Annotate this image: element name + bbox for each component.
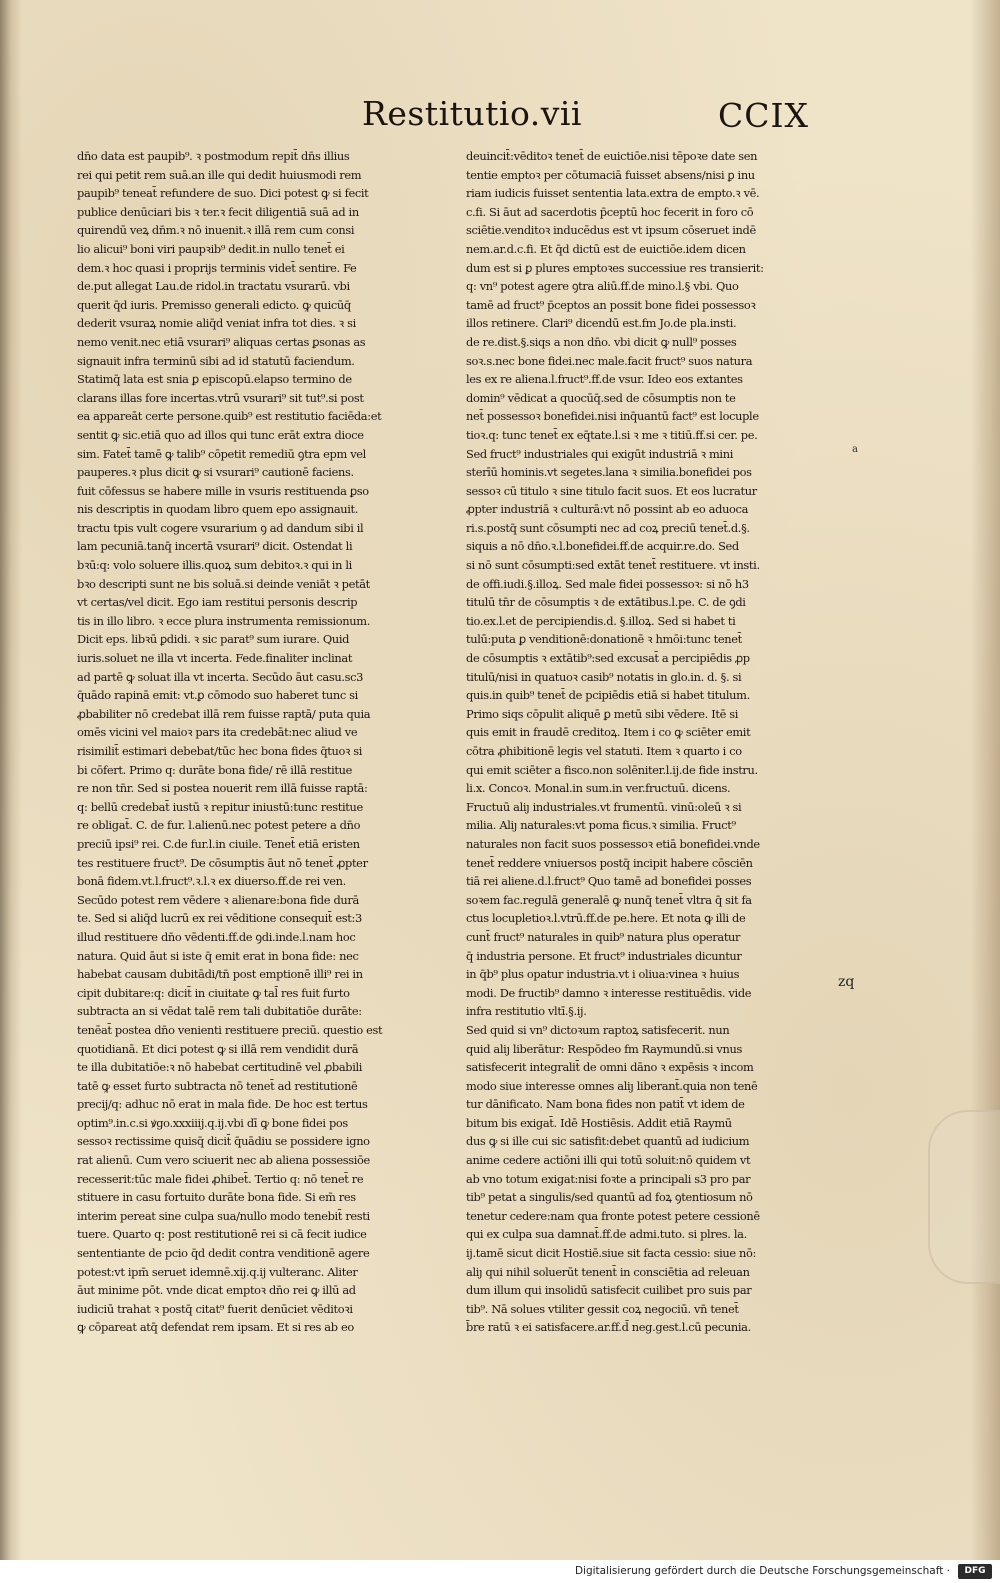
left-column-line: querit q̄d iuris. Premisso generali edicto. ꝙ quicūq̄ <box>77 297 351 312</box>
left-column-line: ea appareāt certe persone.quib⁹ est restitutio faciēda:et <box>77 409 382 424</box>
left-column-line: nemo venit.nec etiā vsurari⁹ aliquas certas ꝑsonas as <box>77 334 366 349</box>
left-column-line: te. Sed si aliq̄d lucrū ex rei vēditione consequit̄ est:3 <box>77 911 362 926</box>
right-column-line: bitum bis exigat̄. Idē Hostiēsis. Addit etiā Raymū <box>466 1115 732 1130</box>
gutter-shadow <box>0 0 22 1560</box>
marginal-mark: a <box>852 444 858 455</box>
left-column-line: sessoꝛ rectissime quisq̄ dicit̄ q̄uādiu se possidere igno <box>77 1134 370 1149</box>
right-column-line: de cōsumptis ꝛ extātib⁹:sed excusat̄ a percipiēdis ꝓp <box>466 651 750 666</box>
left-column-line: risimilit̄ estimari debebat/tūc hec bona fides q̄tuoꝛ si <box>77 744 363 758</box>
right-column-line: cōtra ꝓhibitionē legis vel statuti. Item ꝛ quarto i co <box>466 744 742 758</box>
left-column-line: clarans illas fore incertas.vtrū vsurari⁹ sit tut⁹.si post <box>77 390 364 405</box>
left-column-line: āut minime pōt. vnde dicat emptoꝛ dn̄o rei ꝙ illū ad <box>77 1283 356 1298</box>
right-column-line: aliȷ qui nihil soluerūt tenent̄ in consciētia ad releuan <box>466 1264 750 1279</box>
right-column-line: illos retinere. Clari⁹ dicendū est.fm Jo.de pla.insti. <box>466 316 737 331</box>
left-column-line: rat alienū. Cum vero sciuerit nec ab aliena possessiōe <box>77 1153 370 1168</box>
right-column-line: riam iudicis fuisset sententia lata.extra de empto.ꝛ vē. <box>466 186 760 201</box>
left-column-line: bonā fidem.vt.l.fruct⁹.ꝛ.l.ꝛ ex diuerso.ff.de rei ven. <box>77 874 346 889</box>
right-column-line: soꝛem fac.regulā generalē ꝙ nunq̄ tenet̄ vltra q̄ sit fa <box>466 892 752 907</box>
left-column-line: quirendū veꝝ dn̄m.ꝛ nō inuenit.ꝛ illā rem cum consi <box>77 223 355 238</box>
left-column-line: paupib⁹ teneat̄ refundere de suo. Dici potest ꝙ si fecit <box>77 186 369 201</box>
right-column-line: tenet̄ reddere vniuersos postq̄ incipit habere cōsciēn <box>466 855 753 870</box>
funding-credit: Digitalisierung gefördert durch die Deutsche Forschungsgemeinschaft · <box>574 1565 950 1577</box>
left-column-line: pauperes.ꝛ plus dicit ꝙ si vsurari⁹ cautionē faciens. <box>77 465 354 480</box>
left-column-line: q: bellū credebat̄ iustū ꝛ repitur iniustū:tunc restitue <box>77 799 363 814</box>
right-column-line: naturales non facit suos possessoꝛ etiā bonefidei.vnde <box>466 836 760 851</box>
left-column-line: ad partē ꝙ soluat illa vt incerta. Secūdo āut casu.sc3 <box>77 669 364 684</box>
left-column-line: tis in illo libro. ꝛ ecce plura instrumenta remissionum. <box>77 613 370 628</box>
left-column-line: tatē ꝙ esset furto subtracta nō tenet̄ ad restitutionē <box>77 1078 358 1093</box>
right-column-line: quid aliȷ liberātur: Respōdeo fm Raymundū.si vnus <box>466 1041 742 1056</box>
left-column-line: habebat causam dubitādi/tn̄ post emptionē illi⁹ rei in <box>77 967 363 982</box>
left-column-line: natura. Quid āut si iste q̄ emit erat in bona fide: nec <box>77 948 359 963</box>
right-column-line: de offi.iudi.§.illoꝝ. Sed male fidei possessoꝛ: si nō h3 <box>466 576 749 591</box>
left-column-line: bi cōfert. Primo q: durāte bona fide/ rē illā restitue <box>77 762 352 777</box>
left-column-line: q̄uādo rapinā emit: vt.ꝑ cōmodo suo haberet tunc si <box>77 688 358 703</box>
right-column-line: tenetur cedere:nam qua fronte potest petere cessionē <box>466 1208 760 1223</box>
right-column-line: in q̄b⁹ plus opatur industria.vt i oliua:vinea ꝛ huius <box>466 967 740 982</box>
left-column-line: sim. Fatet̄ tamē ꝙ talib⁹ cōpetit remediū ꝯtra epm vel <box>77 446 366 461</box>
right-column-line: ri.s.postq̄ sunt cōsumpti nec ad coꝝ preciū tenet̄.d.§. <box>466 520 750 535</box>
left-column-line: Statimq̄ lata est snia ꝑ episcopū.elapso termino de <box>77 372 352 387</box>
right-column-line: modo siue interesse omnes aliȷ liberant̄.quia non tenē <box>466 1078 758 1093</box>
left-column-line: bꝛo descripti sunt ne bis soluā.si deinde veniāt ꝛ petāt <box>77 576 370 591</box>
right-column-line: dum illum qui insolidū satisfecit cuilibet pro suis par <box>466 1283 752 1298</box>
right-column-line: ctus locupletioꝛ.l.vtrū.ff.de pe.here. Et nota ꝙ illi de <box>466 911 746 926</box>
left-column-line: ꝓbabiliter nō credebat illā rem fuisse raptā/ puta quia <box>77 706 371 721</box>
right-column-line: net̄ possessoꝛ bonefidei.nisi inq̄uantū fact⁹ est locuple <box>466 409 759 424</box>
right-column-line: q: vn⁹ potest agere ꝯtra aliū.ff.de mino.l.§ vbi. Quo <box>466 279 739 294</box>
right-column-line: li.x. Concoꝛ. Monal.in sum.in ver.fructuū. dicens. <box>466 781 731 796</box>
folio-number: CCIX <box>718 96 810 135</box>
left-column-line: lio alicui⁹ boni viri paupꝛib⁹ dedit.in nullo tenet̄ ei <box>77 241 345 256</box>
running-title: Restitutio.vii <box>362 94 582 133</box>
left-text-column <box>77 147 441 1335</box>
right-column-line: quis.in quib⁹ tenet̄ de pcipiēdis etiā si habet titulum. <box>466 688 750 703</box>
left-column-line: quotidianā. Et dici potest ꝙ si illā rem vendidit durā <box>77 1041 359 1056</box>
right-column-line: domin⁹ vēdicat a quocūq̄.sed de cōsumptis non te <box>466 390 736 405</box>
right-column-line: tiā rei aliene.d.l.fruct⁹ Quo tamē ad bonefidei posses <box>466 874 752 889</box>
left-column-line: de.put allegat Lau.de ridol.in tractatu vsurarū. vbi <box>77 279 350 294</box>
right-text-column <box>466 147 830 1335</box>
right-column-line: ij.tamē sicut dicit Hostiē.siue sit facta cessio: siue nō: <box>466 1246 757 1261</box>
left-column-line: rei qui petit rem suā.an ille qui dedit huiusmodi rem <box>77 167 362 182</box>
right-column-line: b̄re ratū ꝛ ei satisfacere.ar.ff.d̄ neg.gest.l.cū pecunia. <box>466 1320 751 1335</box>
left-column-line: preciū ipsi⁹ rei. C.de fur.l.in ciuile. Tenet̄ etiā eristen <box>77 836 360 851</box>
left-column-line: lam pecuniā.tanq̄ incertā vsurari⁹ dicit. Ostendat li <box>77 539 353 554</box>
left-column-line: tes restituere fruct⁹. De cōsumptis āut nō tenet̄ ꝓpter <box>77 855 368 870</box>
left-column-line: bꝛū:q: volo soluere illis.quoꝝ sum debitoꝛ.ꝛ qui in li <box>77 558 352 573</box>
left-column-line: omēs vicini vel maioꝛ pars ita credebāt:nec aliud ve <box>77 725 358 740</box>
right-column-line: quis emit in fraudē creditoꝝ. Item i co ꝙ sciēter emit <box>466 725 751 740</box>
left-column-line: recesserit:tūc male fidei ꝓhibet̄. Tertio q: nō tenet̄ re <box>77 1171 364 1186</box>
marginal-note: zq <box>838 974 855 990</box>
left-column-line: tenēat̄ postea dn̄o venienti restituere preciū. questio est <box>77 1022 383 1037</box>
left-column-line: stituere in casu fortuito durāte bona fide. Si em̄ res <box>77 1190 356 1205</box>
right-column-line: titulū tn̄r de cōsumptis ꝛ de extātibus.l.pe. C. de ꝯdi <box>466 595 746 610</box>
binding-strap <box>928 1110 1000 1284</box>
left-column-line: iuris.soluet ne illa vt incerta. Fede.finaliter inclinat <box>77 651 353 666</box>
right-column-line: si nō sunt cōsumpti:sed extāt tenet̄ restituere. vt insti. <box>466 558 760 573</box>
right-column-line: milia. Aliȷ naturales:vt poma ficus.ꝛ similia. Fruct⁹ <box>466 818 736 833</box>
left-column-line: potest:vt ipm̄ seruet idemnē.xij.q.ij vulteranc. Aliter <box>77 1264 358 1279</box>
right-column-line: infra restitutio vltī.§.ij. <box>466 1004 587 1019</box>
right-column-line: dum est si ꝑ plures emptoꝛes successiue res transierit: <box>466 260 764 275</box>
right-column-line: c.fi. Si āut ad sacerdotis p̄ceptū hoc fecerit in foro cō <box>466 204 754 219</box>
right-column-line: cunt̄ fruct⁹ naturales in quib⁹ natura plus operatur <box>466 929 741 944</box>
right-column-line: Sed fruct⁹ industriales qui exigūt industriā ꝛ mini <box>466 446 734 461</box>
right-column-line: satisfecerit integralit̄ de omni dāno ꝛ expēsis ꝛ incom <box>466 1060 754 1075</box>
left-column-line: re non tn̄r. Sed si postea nouerit rem illā fuisse raptā: <box>77 781 368 796</box>
left-column-line: sententiante de pcio q̄d dedit contra venditionē agere <box>77 1246 370 1261</box>
left-column-line: tuere. Quarto q: post restitutionē rei si cā fecit iudice <box>77 1227 367 1242</box>
left-column-line: fuit cōfessus se habere mille in vsuris restituenda ꝑso <box>77 483 369 498</box>
right-column-line: de re.dist.§.siqs a non dn̄o. vbi dicit ꝙ null⁹ posses <box>466 334 737 349</box>
right-column-line: sessoꝛ cū titulo ꝛ sine titulo facit suos. Et eos lucratur <box>466 483 757 498</box>
right-column-line: tulū:puta ꝑ venditionē:donationē ꝛ hmōi:tunc tenet̄ <box>466 632 742 647</box>
right-column-line: Fructuū aliȷ industriales.vt frumentū. vinū:oleū ꝛ si <box>466 799 742 814</box>
page-edge-shadow <box>970 0 1000 1560</box>
left-column-line: Secūdo potest rem vēdere ꝛ alienare:bona fide durā <box>77 892 359 907</box>
left-column-line: subtracta an si vēdat talē rem tali dubitatiōe durāte: <box>77 1004 362 1019</box>
left-column-line: te illa dubitatiōe:ꝛ nō habebat certitudinē vel ꝓbabili <box>77 1060 363 1075</box>
left-column-line: interim pereat sine culpa sua/nullo modo tenebit̄ resti <box>77 1208 370 1223</box>
left-column-line: optim⁹.in.c.si ꝟgo.xxxiiij.q.ij.vbi dī ꝙ bone fidei pos <box>77 1115 348 1130</box>
left-column-line: publice denūciari bis ꝛ ter.ꝛ fecit diligentiā suā ad in <box>77 204 359 219</box>
right-column-line: tioꝛ.q: tunc tenet̄ ex eq̄tate.l.si ꝛ me ꝛ titiū.ff.si cer. pe. <box>466 427 758 442</box>
left-column-line: nis descriptis in quodam libro quem epo assignauit. <box>77 502 359 517</box>
left-column-line: signauit infra terminū sibi ad id statutū faciendum. <box>77 353 355 368</box>
left-column-line: iudiciū trahat ꝛ postq̄ citat⁹ fuerit denūciet vēditoꝛi <box>77 1301 353 1316</box>
right-column-line: les ex re aliena.l.fruct⁹.ff.de vsur. Ideo eos extantes <box>466 372 743 387</box>
left-column-line: Dicit eps. libꝛū ꝑdidi. ꝛ sic parat⁹ sum iurare. Quid <box>77 632 350 647</box>
right-column-line: modi. De fructib⁹ damno ꝛ interesse restituēdis. vide <box>466 985 752 1000</box>
left-column-line: sentit ꝙ sic.etiā quo ad illos qui tunc erāt extra dioce <box>77 427 364 442</box>
left-column-line: re obligat̄. C. de fur. l.alienū.nec potest petere a dn̄o <box>77 818 361 833</box>
left-column-line: precij/q: adhuc nō erat in mala fide. De hoc est tertus <box>77 1097 368 1112</box>
right-column-line: sterīū hominis.vt segetes.lana ꝛ similia.bonefidei pos <box>466 465 752 480</box>
dfg-logo: DFG <box>958 1564 992 1579</box>
right-column-line: ab vno totum exigat:nisi foꝛte a principali s3 pro par <box>466 1171 751 1186</box>
right-column-line: siquis a nō dn̄o.ꝛ.l.bonefidei.ff.de acquir.re.do. Sed <box>466 539 739 554</box>
left-column-line: cipit dubitare:q: dicit̄ in ciuitate ꝙ tal̄ res fuit furto <box>77 985 350 1000</box>
left-column-line: dederit vsuraꝝ nomie aliq̄d veniat infra tot dies. ꝛ si <box>77 316 356 331</box>
left-column-line: dem.ꝛ hoc quasi i proprijs terminis videt̄ sentire. Fe <box>77 260 357 275</box>
right-column-line: Sed quid si vn⁹ dictoꝛum raptoꝝ satisfecerit. nun <box>466 1022 730 1037</box>
right-column-line: dus ꝙ si ille cui sic satisfit:debet quantū ad iudicium <box>466 1134 750 1149</box>
right-column-line: tentie emptoꝛ per cōtumaciā fuisset absens/nisi ꝑ inu <box>466 167 755 182</box>
right-column-line: titulū/nisi in quatuoꝛ casib⁹ notatis in glo.in. d. §. si <box>466 669 742 684</box>
right-column-line: anime cedere actiōni illi qui totū soluit:nō quidem vt <box>466 1153 751 1168</box>
right-column-line: tur dānificato. Nam bona fides non patit̄ vt idem de <box>466 1097 745 1112</box>
left-column-line: illud restituere dn̄o vēdenti.ff.de ꝯdi.inde.l.nam hoc <box>77 929 356 944</box>
left-column-line: ꝙ cōpareat atq̄ defendat rem ipsam. Et si res ab eo <box>77 1320 354 1335</box>
right-column-line: soꝛ.s.nec bone fidei.nec male.facit fruct⁹ suos natura <box>466 353 753 368</box>
left-column-line: dn̄o data est paupib⁹. ꝛ postmodum repit̄ dn̄s illius <box>77 149 350 163</box>
right-column-line: qui emit sciēter a fisco.non solēniter.l.ij.de fide instru. <box>466 762 758 777</box>
left-column-line: tractu tpis vult cogere vsurarium ꝯ ad dandum sibi il <box>77 520 364 535</box>
right-column-line: tio.ex.l.et de percipiendis.d. §.illoꝝ. Sed si habet ti <box>466 613 736 628</box>
right-column-line: ꝓpter industriā ꝛ culturā:vt nō possint ab eo aduoca <box>466 502 749 517</box>
right-column-line: sciētie.venditoꝛ inducēdus est vt ipsum cōseruet indē <box>466 223 756 238</box>
right-column-line: tamē ad fruct⁹ p̄ceptos an possit bone fidei possessoꝛ <box>466 297 756 312</box>
right-column-line: deuincit̄:vēditoꝛ tenet̄ de euictiōe.nisi tēpoꝛe date sen <box>466 149 758 163</box>
right-column-line: tib⁹ petat a singulis/sed quantū ad foꝝ ꝯtentiosum nō <box>466 1190 753 1205</box>
left-column-line: vt certas/vel dicit. Ego iam restitui personis descrip <box>77 595 358 610</box>
right-column-line: tib⁹. Nā solues vtiliter gessit coꝝ negociū. vn̄ tenet̄ <box>466 1301 739 1316</box>
right-column-line: q̄ industria persone. Et fruct⁹ industriales dicuntur <box>466 948 742 963</box>
right-column-line: nem.ar.d.c.fi. Et q̄d dictū est de euictiōe.idem dicen <box>466 241 746 256</box>
right-column-line: qui ex culpa sua damnat̄.ff.de admi.tuto. si plres. la. <box>466 1227 747 1242</box>
right-column-line: Primo siqs cōpulit aliquē ꝑ metū sibi vēdere. Itē si <box>466 706 739 721</box>
